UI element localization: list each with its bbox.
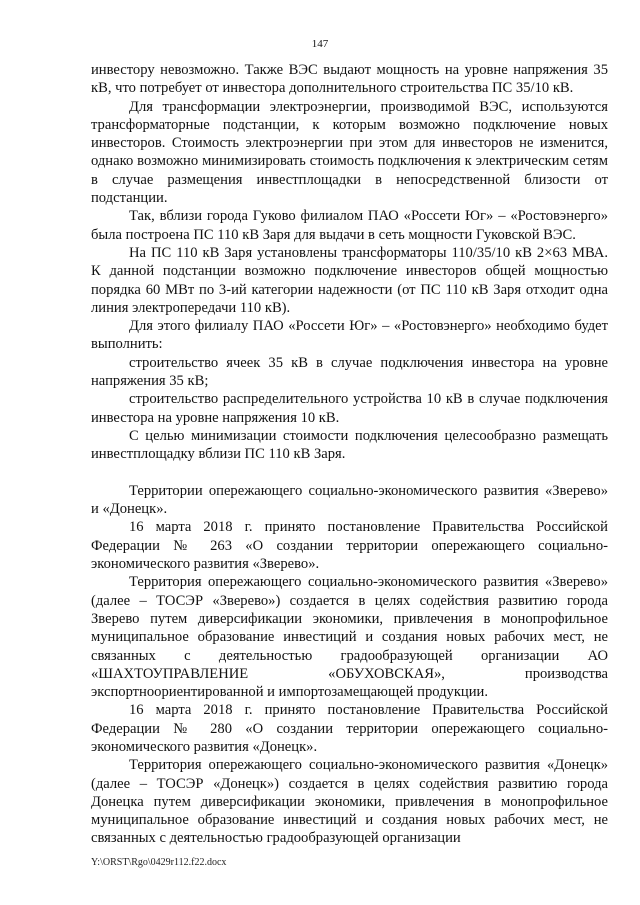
paragraph-gap: [91, 464, 608, 482]
paragraph: На ПС 110 кВ Заря установлены трансформаторы 110/35/10 кВ 2×63 МВА. К данной подстанции возможно подключение инвесторов общей мощностью порядка 60 МВт по 3-ий категории надежности (от ПС 110 кВ Заря отходит одна линия электропередачи 110 кВ).: [91, 244, 608, 316]
section-heading: Территории опережающего социально-экономического развития «Зверево» и «Донецк».: [91, 482, 608, 518]
list-item: строительство распределительного устройства 10 кВ в случае подключения инвестора на уровне напряжения 10 кВ.: [91, 391, 608, 426]
list-item: строительство ячеек 35 кВ в случае подключения инвестора на уровне напряжения 35 кВ;: [91, 354, 608, 390]
paragraph: Территория опережающего социально-экономического развития «Зверево» (далее – ТОСЭР «Зверево») создается в целях содействия развитию города Зверево путем диверсификации экономики, привлечения в монопрофильное муниципальное образование инвестиций и создания новых рабочих мест, не связанных с деятельностью градообразующей организации АО «ШАХТОУПРАВЛЕНИЕ «ОБУХОВСКАЯ», производства экспортноориентированной и импортозамещающей продукции.: [91, 574, 608, 701]
page-number: 147: [311, 38, 329, 50]
file-path-footer: Y:\ORST\Rgo\0429r112.f22.docx: [91, 857, 227, 868]
document-body: [91, 61, 608, 848]
paragraph: Территория опережающего социально-экономического развития «Донецк» (далее – ТОСЭР «Донецк») создается в целях содействия развитию города Донецка путем диверсификации экономики, привлечения в монопрофильное муниципальное образование инвестиций и создания новых рабочих мест, не связанных с деятельностью градообразующей организации: [91, 757, 608, 847]
paragraph: инвестору невозможно. Также ВЭС выдают мощность на уровне напряжения 35 кВ, что потребует от инвестора дополнительного строительства ПС 35/10 кВ.: [91, 62, 608, 97]
paragraph: Для трансформации электроэнергии, производимой ВЭС, используются трансформаторные подстанции, к которым возможно подключение новых инвесторов. Стоимость электроэнергии при этом для инвесторов не изменится, однако возможно минимизировать стоимость подключения к электрическим сетям в случае размещения инвестплощадки в непосредственной близости от подстанции.: [91, 98, 608, 207]
paragraph: 16 марта 2018 г. принято постановление Правительства Российской Федерации № 280 «О создании территории опережающего социально-экономического развития «Донецк».: [91, 702, 608, 755]
paragraph: Для этого филиалу ПАО «Россети Юг» – «Ростовэнерго» необходимо будет выполнить:: [91, 318, 608, 353]
paragraph: 16 марта 2018 г. принято постановление Правительства Российской Федерации № 263 «О создании территории опережающего социально-экономического развития «Зверево».: [91, 519, 608, 573]
paragraph: С целью минимизации стоимости подключения целесообразно размещать инвестплощадку вблизи ПС 110 кВ Заря.: [91, 427, 608, 463]
paragraph: Так, вблизи города Гуково филиалом ПАО «Россети Юг» – «Ростовэнерго» была построена ПС 110 кВ Заря для выдачи в сеть мощности Гуковской ВЭС.: [91, 208, 608, 243]
